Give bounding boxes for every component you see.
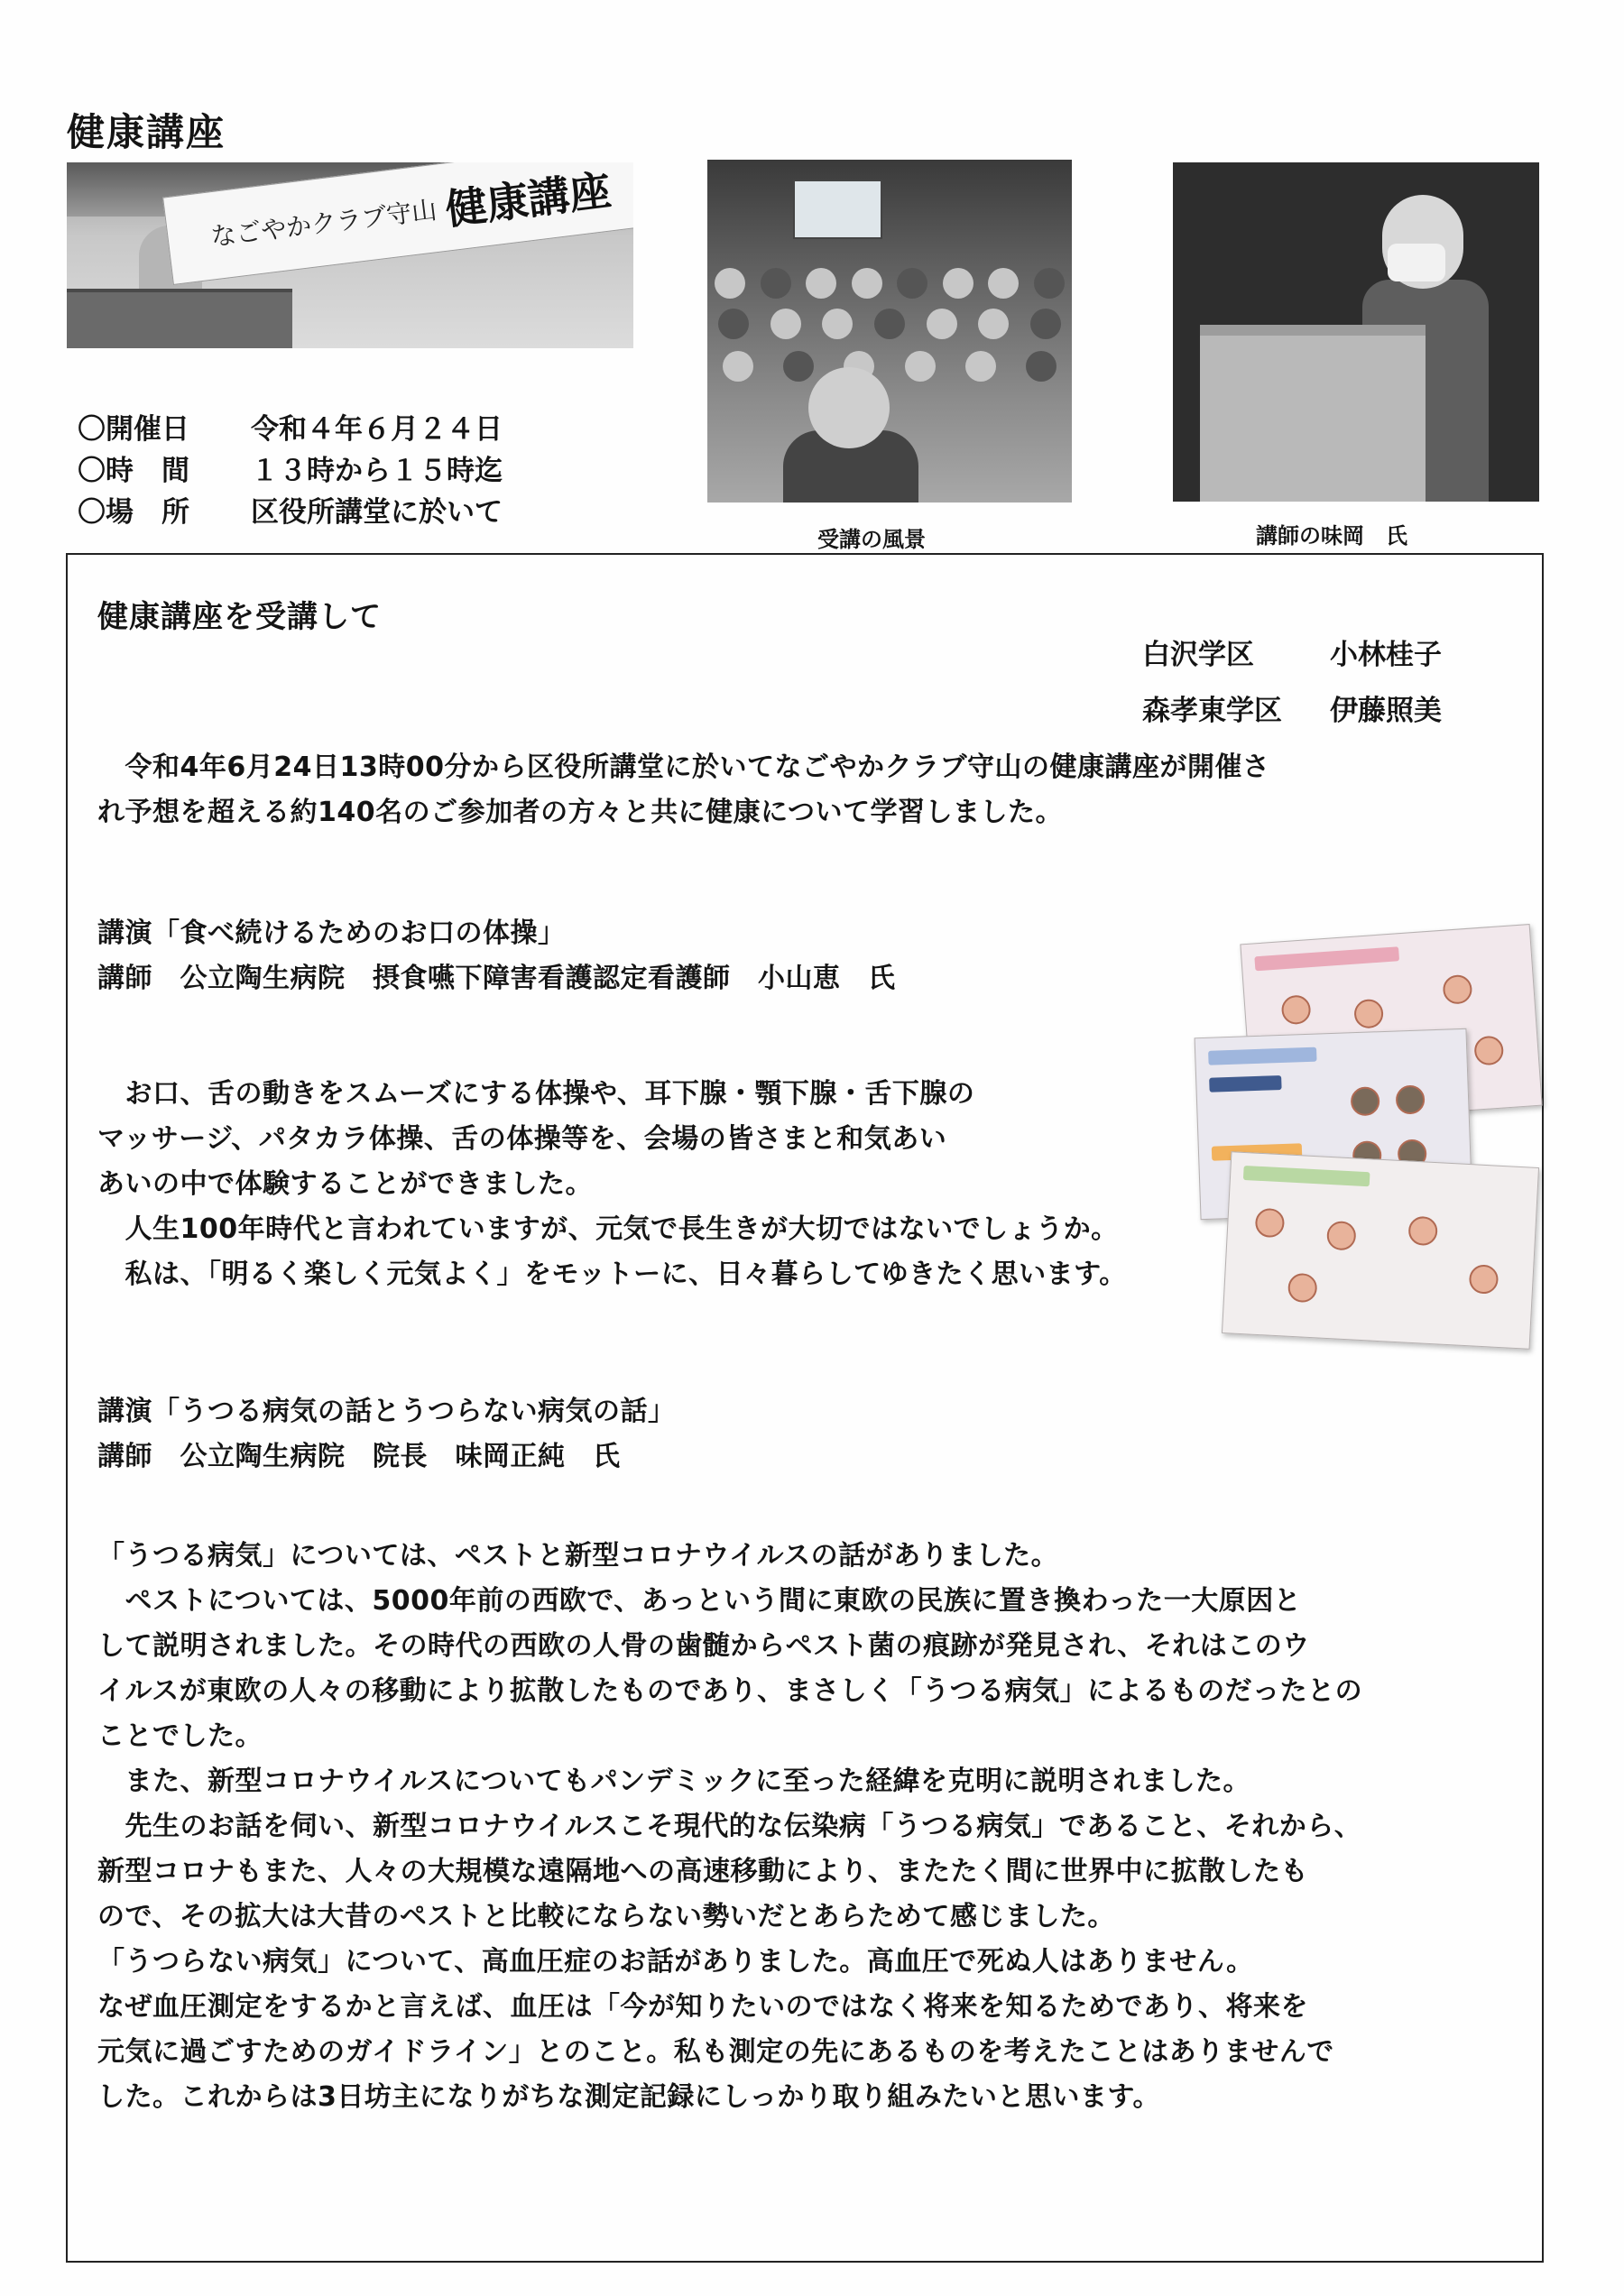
- handout-photo: [1194, 934, 1547, 1349]
- banner-club-name: なごやかクラブ守山: [208, 194, 438, 253]
- text-line: 令和4年6月24日13時00分から区役所講堂に於いてなごやかクラブ守山の健康講座が開催さ: [97, 752, 1270, 783]
- intro-paragraph: [97, 745, 1505, 835]
- event-info: [78, 409, 503, 533]
- text-line: なぜ血圧測定をするかと言えば、血圧は「今が知りたいのではなく将来を知るためであり、将来を: [97, 1991, 1308, 2023]
- banner-event-name: 健康講座: [442, 165, 614, 235]
- text-line: 先生のお話を伺い、新型コロナウイルスこそ現代的な伝染病「うつる病気」であること、それから、: [97, 1811, 1362, 1842]
- info-value: 令和４年６月２４日: [251, 413, 503, 446]
- attendee-head: [808, 367, 890, 448]
- text-line: イルスが東欧の人々の移動により拡散したものであり、まさしく「うつる病気」によるものだったとの: [97, 1675, 1363, 1707]
- author-1: [1142, 632, 1442, 672]
- lecturer-photo: [1173, 162, 1539, 502]
- stage-photo: [67, 162, 633, 348]
- text-line: 人生100年時代と言われていますが、元気で長生きが大切ではないでしょうか。: [97, 1213, 1119, 1245]
- article-title: 健康講座を受講して: [97, 599, 382, 635]
- text-line: お口、舌の動きをスムーズにする体操や、耳下腺・顎下腺・舌下腺の: [97, 1078, 975, 1110]
- author-2: [1142, 687, 1442, 728]
- author-name: 伊藤照美: [1330, 695, 1442, 727]
- text-line: ので、その拡大は大昔のペストと比較にならない勢いだとあらためて感じました。: [97, 1901, 1115, 1932]
- lecture-title: 講演「食べ続けるためのお口の体操」: [97, 917, 566, 949]
- lecture-1-header: [97, 911, 896, 1001]
- text-line: 元気に過ごすためのガイドライン」とのこと。私も測定の先にあるものを考えたことはありませんで: [97, 2036, 1334, 2068]
- text-line: 私は、「明るく楽しく元気よく」をモットーに、日々暮らしてゆきたく思います。: [97, 1259, 1127, 1290]
- projection-screen: [793, 180, 882, 239]
- stage-podium: [67, 289, 292, 348]
- info-time: [78, 450, 503, 492]
- info-label: 〇時 間: [78, 455, 189, 487]
- author-school: 森孝東学区: [1142, 695, 1282, 727]
- text-line: また、新型コロナウイルスについてもパンデミックに至った経緯を克明に説明されました。: [97, 1766, 1250, 1797]
- info-value: 区役所講堂に於いて: [251, 496, 503, 529]
- audience-row: [707, 351, 1072, 382]
- lecture-speaker: 講師 公立陶生病院 院長 味岡正純 氏: [97, 1441, 621, 1472]
- lecture-1-body: [97, 1072, 1288, 1297]
- lecture-title: 講演「うつる病気の話とうつらない病気の話」: [97, 1396, 676, 1427]
- text-line: して説明されました。その時代の西欧の人骨の歯髄からペスト菌の痕跡が発見され、それはこのウ: [97, 1630, 1310, 1662]
- lecture-2-body: [97, 1534, 1505, 2120]
- text-line: ペストについては、5000年前の西欧で、あっという間に東欧の民族に置き換わった一大原因と: [97, 1585, 1302, 1617]
- lecturer-mask: [1388, 244, 1445, 281]
- text-line: マッサージ、パタカラ体操、舌の体操等を、会場の皆さまと和気あい: [97, 1123, 947, 1155]
- audience-row: [707, 268, 1072, 299]
- text-line: 「うつる病気」については、ペストと新型コロナウイルスの話がありました。: [97, 1540, 1059, 1572]
- author-school: 白沢学区: [1142, 639, 1254, 671]
- audience-caption: 受講の風景: [817, 527, 926, 552]
- text-line: した。これからは3日坊主になりがちな測定記録にしっかり取り組みたいと思います。: [97, 2081, 1160, 2113]
- info-label: 〇場 所: [78, 496, 189, 529]
- author-name: 小林桂子: [1330, 639, 1442, 671]
- info-value: １３時から１５時迄: [251, 455, 503, 487]
- info-label: 〇開催日: [78, 413, 189, 446]
- page-title: 健康講座: [67, 110, 226, 154]
- lecture-2-header: [97, 1389, 676, 1480]
- audience-row: [707, 309, 1072, 339]
- text-line: あいの中で体験することができました。: [97, 1168, 593, 1200]
- info-date: [78, 409, 503, 450]
- lecturer-podium: [1200, 325, 1426, 502]
- info-place: [78, 492, 503, 533]
- lecture-speaker: 講師 公立陶生病院 摂食嚥下障害看護認定看護師 小山恵 氏: [97, 963, 896, 994]
- text-line: れ予想を超える約140名のご参加者の方々と共に健康について学習しました。: [97, 797, 1064, 828]
- text-line: ことでした。: [97, 1720, 263, 1752]
- lecturer-caption: 講師の味岡 氏: [1256, 523, 1407, 549]
- text-line: 新型コロナもまた、人々の大規模な遠隔地への高速移動により、またたく間に世界中に拡散したも: [97, 1856, 1308, 1887]
- text-line: 「うつらない病気」について、高血圧症のお話がありました。高血圧で死ぬ人はありません。: [97, 1946, 1254, 1978]
- handout-sheet: [1222, 1151, 1539, 1350]
- audience-photo: [707, 160, 1072, 503]
